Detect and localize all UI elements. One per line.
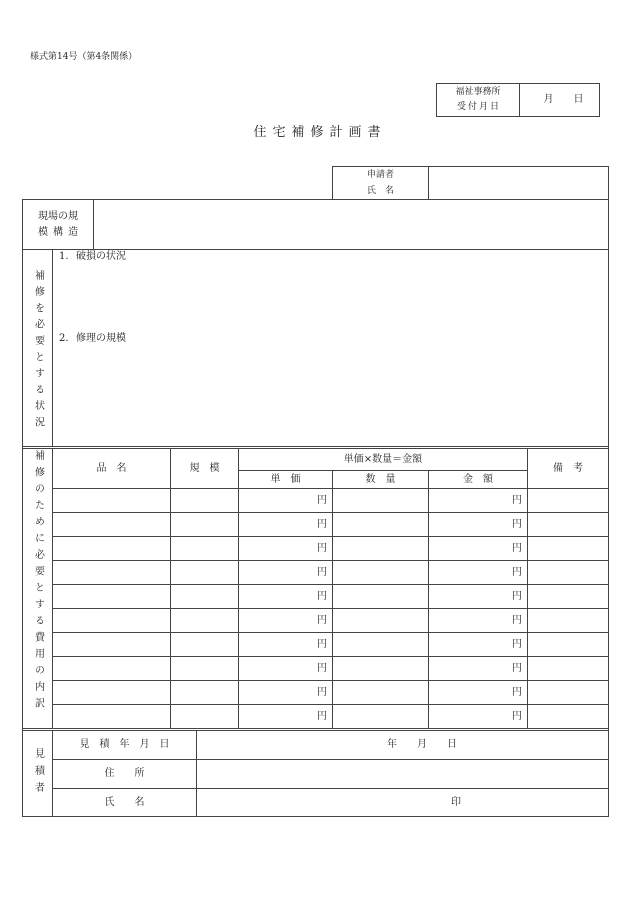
applicant-label-cell: [332, 166, 429, 200]
amount-cell: [428, 560, 528, 585]
estimator-name-field: [196, 788, 609, 817]
unit-price-cell: [238, 488, 333, 513]
unit-price-yen: 円: [317, 710, 327, 722]
amount-cell: [428, 608, 528, 633]
remarks-cell: [527, 536, 609, 561]
reception-date: 月 日: [543, 94, 584, 105]
site-structure-label-line2: 模構造: [38, 226, 83, 238]
scale-cell: [170, 608, 239, 633]
cost-breakdown-label: 補修のために必要とする費用の内訳: [32, 450, 44, 714]
unit-price-yen: 円: [317, 494, 327, 506]
estimator-address-label-cell: [52, 759, 197, 789]
scale-cell: [170, 512, 239, 537]
header-formula-label: 単価×数量＝金額: [343, 453, 423, 465]
unit-price-yen: 円: [317, 638, 327, 650]
scale-cell: [170, 704, 239, 729]
quantity-cell: [332, 584, 429, 609]
unit-price-cell: [238, 704, 333, 729]
unit-price-yen: 円: [317, 686, 327, 698]
estimator-address-label: 住 所: [104, 768, 145, 779]
reception-date-label: 受付月日: [456, 102, 501, 112]
remarks-cell: [527, 584, 609, 609]
amount-cell: [428, 704, 528, 729]
estimator-name-label-cell: [52, 788, 197, 817]
unit-price-yen: 円: [317, 590, 327, 602]
item-name-cell: [52, 704, 171, 729]
repair-scale-item-number: 2.: [59, 333, 69, 344]
reception-office-label: 福祉事務所: [455, 87, 501, 97]
remarks-cell: [527, 488, 609, 513]
unit-price-cell: [238, 656, 333, 681]
unit-price-yen: 円: [317, 614, 327, 626]
header-quantity: [332, 470, 429, 489]
estimator-label-cell: [22, 730, 53, 817]
header-quantity-label: 数 量: [365, 473, 396, 485]
amount-yen: 円: [512, 710, 522, 722]
amount-cell: [428, 632, 528, 657]
applicant-name-label: 氏 名: [366, 186, 394, 196]
applicant-label: 申請者: [366, 170, 394, 180]
header-amount-label: 金 額: [463, 473, 493, 485]
cost-row: [52, 704, 609, 729]
quantity-cell: [332, 536, 429, 561]
damage-item-label: 破損の状況: [76, 251, 126, 262]
unit-price-cell: [238, 584, 333, 609]
scale-cell: [170, 560, 239, 585]
item-name-cell: [52, 632, 171, 657]
estimate-date-field: [196, 730, 609, 760]
cost-breakdown-label-cell: [22, 448, 53, 729]
item-name-cell: [52, 512, 171, 537]
amount-yen: 円: [512, 518, 522, 530]
estimate-date-value: 年 月 日: [387, 739, 457, 750]
scale-cell: [170, 584, 239, 609]
remarks-cell: [527, 704, 609, 729]
estimator-address-field: [196, 759, 609, 789]
estimator-label: 見積者: [32, 748, 44, 799]
unit-price-cell: [238, 608, 333, 633]
amount-cell: [428, 488, 528, 513]
unit-price-cell: [238, 680, 333, 705]
reception-label-cell: [436, 83, 520, 117]
amount-yen: 円: [512, 542, 522, 554]
header-item-name-label: 品 名: [96, 462, 127, 474]
quantity-cell: [332, 512, 429, 537]
unit-price-yen: 円: [317, 566, 327, 578]
header-scale: [170, 448, 239, 489]
item-name-cell: [52, 680, 171, 705]
amount-cell: [428, 536, 528, 561]
site-structure-label-line1: 現場の規: [38, 210, 78, 222]
estimator-name-label: 氏 名: [104, 796, 145, 808]
header-scale-label: 規 模: [189, 462, 220, 474]
estimate-date-label: 見 積 年 月 日: [79, 739, 170, 750]
header-unit-price: [238, 470, 333, 489]
amount-yen: 円: [512, 662, 522, 674]
quantity-cell: [332, 632, 429, 657]
cost-row: [52, 608, 609, 633]
scale-cell: [170, 488, 239, 513]
remarks-cell: [527, 560, 609, 585]
item-name-cell: [52, 536, 171, 561]
remarks-cell: [527, 632, 609, 657]
scale-cell: [170, 536, 239, 561]
quantity-cell: [332, 608, 429, 633]
cost-row: [52, 632, 609, 657]
site-structure-label-cell: [22, 199, 94, 250]
unit-price-cell: [238, 512, 333, 537]
header-remarks-label: 備 考: [553, 462, 583, 474]
repair-situation-label: 補修を必要とする状況: [32, 269, 44, 433]
scale-cell: [170, 656, 239, 681]
quantity-cell: [332, 680, 429, 705]
amount-cell: [428, 584, 528, 609]
item-name-cell: [52, 488, 171, 513]
reception-date-cell: [519, 83, 600, 117]
site-structure-field: [93, 199, 609, 250]
amount-yen: 円: [512, 686, 522, 698]
remarks-cell: [527, 512, 609, 537]
remarks-cell: [527, 608, 609, 633]
unit-price-cell: [238, 536, 333, 561]
quantity-cell: [332, 704, 429, 729]
unit-price-yen: 円: [317, 518, 327, 530]
repair-scale-item-label: 修理の規模: [76, 333, 126, 344]
damage-item-number: 1.: [59, 251, 69, 262]
repair-situation-field: [52, 249, 609, 447]
unit-price-yen: 円: [317, 662, 327, 674]
header-amount: [428, 470, 528, 489]
quantity-cell: [332, 656, 429, 681]
header-item-name: [52, 448, 171, 489]
cost-row: [52, 584, 609, 609]
cost-row: [52, 512, 609, 537]
repair-situation-label-cell: [22, 249, 53, 447]
unit-price-yen: 円: [317, 542, 327, 554]
cost-row: [52, 488, 609, 513]
item-name-cell: [52, 560, 171, 585]
remarks-cell: [527, 656, 609, 681]
amount-yen: 円: [512, 638, 522, 650]
seal-mark: 印: [451, 796, 461, 808]
amount-yen: 円: [512, 590, 522, 602]
cost-row: [52, 536, 609, 561]
amount-cell: [428, 512, 528, 537]
header-formula: [238, 448, 528, 471]
cost-row: [52, 560, 609, 585]
scale-cell: [170, 680, 239, 705]
unit-price-cell: [238, 632, 333, 657]
applicant-name-field: [428, 166, 609, 200]
remarks-cell: [527, 680, 609, 705]
cost-row: [52, 680, 609, 705]
scale-cell: [170, 632, 239, 657]
amount-cell: [428, 656, 528, 681]
unit-price-cell: [238, 560, 333, 585]
estimate-date-label-cell: [52, 730, 197, 760]
amount-yen: 円: [512, 494, 522, 506]
amount-yen: 円: [512, 614, 522, 626]
item-name-cell: [52, 656, 171, 681]
quantity-cell: [332, 488, 429, 513]
amount-cell: [428, 680, 528, 705]
form-number: 様式第14号（第4条関係）: [30, 52, 138, 62]
header-unit-price-label: 単 価: [270, 473, 301, 485]
page-title: 住宅補修計画書: [253, 125, 387, 140]
amount-yen: 円: [512, 566, 522, 578]
header-remarks: [527, 448, 609, 489]
item-name-cell: [52, 584, 171, 609]
quantity-cell: [332, 560, 429, 585]
item-name-cell: [52, 608, 171, 633]
cost-row: [52, 656, 609, 681]
